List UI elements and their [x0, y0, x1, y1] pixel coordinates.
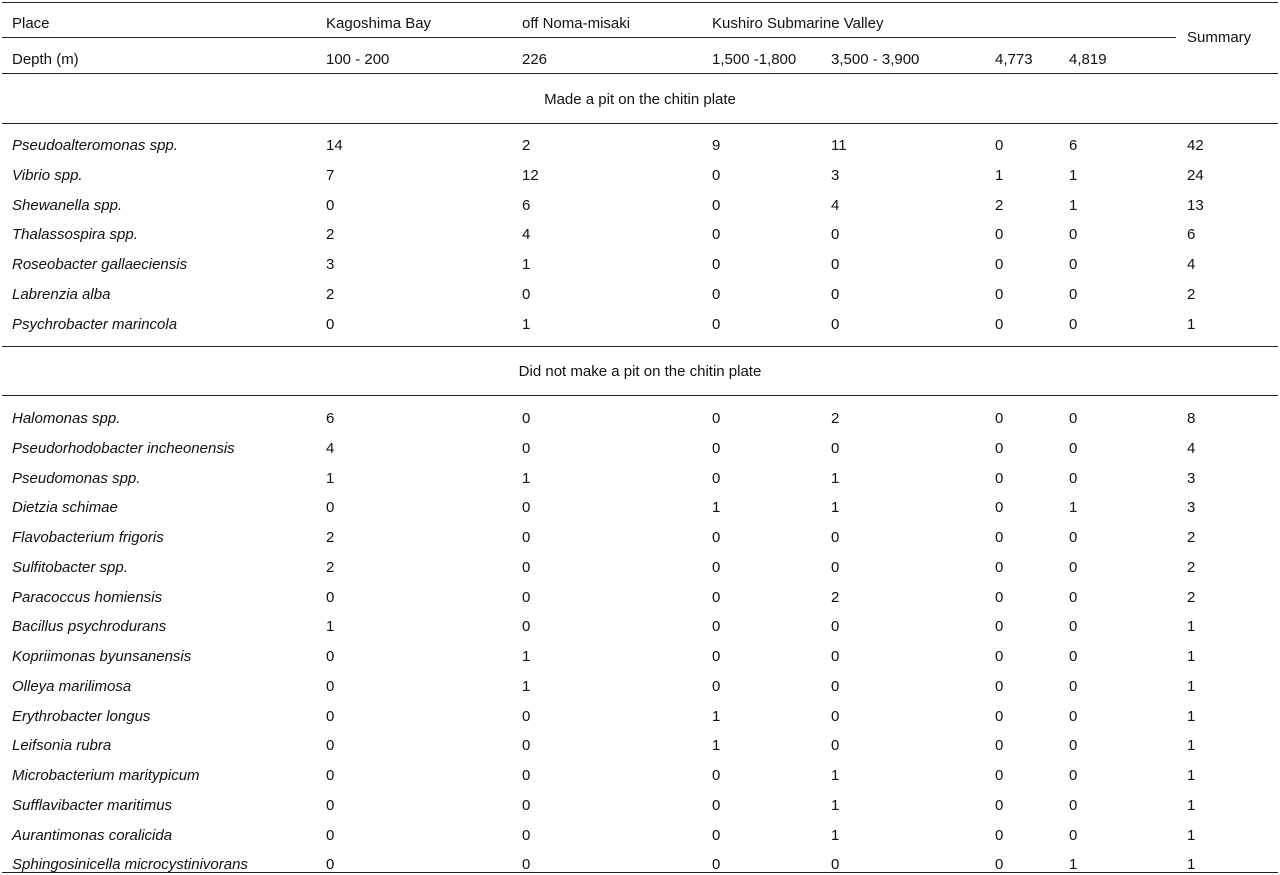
kagoshima-count: 0 — [326, 648, 335, 665]
kushiro-3500-count: 0 — [831, 256, 840, 273]
kushiro-4819-count: 0 — [1069, 559, 1078, 576]
species-name: Dietzia schimae — [12, 499, 118, 516]
kagoshima-count: 1 — [326, 618, 335, 635]
kushiro-4819-count: 1 — [1069, 197, 1078, 214]
kushiro-1500-count: 0 — [712, 256, 721, 273]
kushiro-1500-count: 0 — [712, 618, 721, 635]
summary-count: 1 — [1187, 797, 1196, 814]
noma-count: 12 — [522, 167, 539, 184]
kushiro-1500-count: 0 — [712, 648, 721, 665]
kushiro-1500-count: 1 — [712, 499, 721, 516]
noma-count: 0 — [522, 410, 531, 427]
kagoshima-count: 0 — [326, 589, 335, 606]
kushiro-4773-count: 0 — [995, 529, 1004, 546]
species-name: Sphingosinicella microcystinivorans — [12, 856, 248, 873]
kushiro-4819-count: 0 — [1069, 827, 1078, 844]
kushiro-3500-count: 2 — [831, 410, 840, 427]
kushiro-4819-count: 1 — [1069, 499, 1078, 516]
summary-count: 1 — [1187, 618, 1196, 635]
noma-count: 0 — [522, 767, 531, 784]
kushiro-4819-count: 0 — [1069, 256, 1078, 273]
kushiro-1500-count: 9 — [712, 137, 721, 154]
header-bottom-rule — [2, 73, 1278, 74]
species-name: Roseobacter gallaeciensis — [12, 256, 188, 273]
kagoshima-count: 6 — [326, 410, 335, 427]
kushiro-3500-count: 0 — [831, 678, 840, 695]
depth-kagoshima: 100 - 200 — [326, 51, 390, 68]
kagoshima-count: 0 — [326, 827, 335, 844]
kushiro-1500-count: 0 — [712, 559, 721, 576]
kagoshima-count: 0 — [326, 797, 335, 814]
species-name: Aurantimonas coralicida — [12, 827, 173, 844]
species-name: Pseudomonas spp. — [12, 470, 141, 487]
kushiro-4819-count: 0 — [1069, 226, 1078, 243]
kushiro-4773-count: 0 — [995, 499, 1004, 516]
summary-count: 1 — [1187, 648, 1196, 665]
kagoshima-count: 2 — [326, 286, 335, 303]
kushiro-1500-count: 0 — [712, 678, 721, 695]
kagoshima-count: 2 — [326, 226, 335, 243]
species-name: Bacillus psychrodurans — [12, 618, 167, 635]
summary-count: 1 — [1187, 737, 1196, 754]
kagoshima-count: 14 — [326, 137, 343, 154]
kagoshima-count: 0 — [326, 316, 335, 333]
section-rule — [2, 395, 1278, 396]
kushiro-1500-count: 0 — [712, 767, 721, 784]
place-off-noma-misaki: off Noma-misaki — [522, 15, 631, 32]
summary-count: 13 — [1187, 197, 1204, 214]
depth-kushiro-3: 4,773 — [995, 51, 1033, 68]
depth-kushiro-1: 1,500 -1,800 — [712, 51, 797, 68]
kagoshima-count: 0 — [326, 197, 335, 214]
kushiro-4819-count: 0 — [1069, 589, 1078, 606]
kushiro-4773-count: 0 — [995, 678, 1004, 695]
kushiro-4773-count: 0 — [995, 559, 1004, 576]
kushiro-3500-count: 0 — [831, 648, 840, 665]
species-name: Pseudoalteromonas spp. — [12, 137, 178, 154]
kushiro-3500-count: 1 — [831, 470, 840, 487]
summary-count: 1 — [1187, 856, 1196, 873]
kushiro-3500-count: 11 — [831, 137, 847, 154]
noma-count: 0 — [522, 737, 531, 754]
kushiro-3500-count: 0 — [831, 440, 840, 457]
noma-count: 0 — [522, 618, 531, 635]
place-kagoshima-bay: Kagoshima Bay — [326, 15, 432, 32]
kushiro-4773-count: 0 — [995, 648, 1004, 665]
kushiro-3500-count: 0 — [831, 737, 840, 754]
kagoshima-count: 0 — [326, 856, 335, 873]
species-name: Psychrobacter marincola — [12, 316, 178, 333]
summary-label: Summary — [1187, 29, 1252, 46]
kushiro-4819-count: 0 — [1069, 797, 1078, 814]
kushiro-4773-count: 0 — [995, 797, 1004, 814]
kushiro-1500-count: 0 — [712, 797, 721, 814]
noma-count: 1 — [522, 648, 531, 665]
kagoshima-count: 0 — [326, 708, 335, 725]
kagoshima-count: 7 — [326, 167, 335, 184]
kushiro-4819-count: 0 — [1069, 737, 1078, 754]
noma-count: 1 — [522, 316, 531, 333]
kushiro-4819-count: 0 — [1069, 708, 1078, 725]
kushiro-4819-count: 0 — [1069, 767, 1078, 784]
kushiro-3500-count: 0 — [831, 529, 840, 546]
species-name: Thalassospira spp. — [12, 226, 138, 243]
kushiro-4819-count: 0 — [1069, 286, 1078, 303]
species-name: Pseudorhodobacter incheonensis — [12, 440, 235, 457]
kushiro-3500-count: 0 — [831, 856, 840, 873]
kagoshima-count: 4 — [326, 440, 335, 457]
noma-count: 0 — [522, 529, 531, 546]
species-name: Sulfitobacter spp. — [12, 559, 128, 576]
species-name: Vibrio spp. — [12, 167, 83, 184]
kushiro-4819-count: 0 — [1069, 529, 1078, 546]
kushiro-3500-count: 2 — [831, 589, 840, 606]
section-title: Did not make a pit on the chitin plate — [518, 363, 762, 380]
kushiro-1500-count: 0 — [712, 856, 721, 873]
kushiro-1500-count: 1 — [712, 708, 721, 725]
kushiro-4819-count: 1 — [1069, 856, 1078, 873]
kushiro-3500-count: 3 — [831, 167, 840, 184]
kushiro-1500-count: 0 — [712, 529, 721, 546]
noma-count: 1 — [522, 470, 531, 487]
section-title: Made a pit on the chitin plate — [544, 91, 736, 108]
kagoshima-count: 1 — [326, 470, 335, 487]
kushiro-4773-count: 0 — [995, 226, 1004, 243]
species-name: Labrenzia alba — [12, 286, 111, 303]
kushiro-1500-count: 0 — [712, 589, 721, 606]
species-name: Erythrobacter longus — [12, 708, 151, 725]
table-top-rule — [2, 2, 1278, 3]
kushiro-4819-count: 0 — [1069, 618, 1078, 635]
table-bottom-rule — [2, 872, 1278, 873]
summary-count: 1 — [1187, 316, 1196, 333]
depth-noma: 226 — [522, 51, 548, 68]
depth-kushiro-2: 3,500 - 3,900 — [831, 51, 920, 68]
noma-count: 0 — [522, 827, 531, 844]
kushiro-4819-count: 1 — [1069, 167, 1078, 184]
kushiro-4773-count: 0 — [995, 410, 1004, 427]
kushiro-4773-count: 0 — [995, 286, 1004, 303]
kushiro-4773-count: 0 — [995, 137, 1004, 154]
kushiro-1500-count: 0 — [712, 167, 721, 184]
kushiro-4819-count: 0 — [1069, 470, 1078, 487]
section-rule — [2, 346, 1278, 347]
species-name: Leifsonia rubra — [12, 737, 112, 754]
kushiro-4773-count: 0 — [995, 767, 1004, 784]
kushiro-1500-count: 1 — [712, 737, 721, 754]
depth-label: Depth (m) — [12, 51, 79, 68]
species-name: Shewanella spp. — [12, 197, 123, 214]
kagoshima-count: 0 — [326, 499, 335, 516]
noma-count: 4 — [522, 226, 531, 243]
noma-count: 1 — [522, 678, 531, 695]
summary-count: 1 — [1187, 708, 1196, 725]
kushiro-4773-count: 0 — [995, 470, 1004, 487]
summary-count: 1 — [1187, 767, 1196, 784]
species-name: Paracoccus homiensis — [12, 589, 163, 606]
noma-count: 2 — [522, 137, 531, 154]
kushiro-4773-count: 0 — [995, 827, 1004, 844]
kushiro-4773-count: 1 — [995, 167, 1004, 184]
kushiro-3500-count: 0 — [831, 708, 840, 725]
kushiro-4773-count: 0 — [995, 256, 1004, 273]
species-name: Halomonas spp. — [12, 410, 121, 427]
summary-count: 3 — [1187, 470, 1196, 487]
kushiro-1500-count: 0 — [712, 827, 721, 844]
kushiro-4819-count: 0 — [1069, 678, 1078, 695]
place-kushiro-submarine-valley: Kushiro Submarine Valley — [712, 15, 884, 32]
kushiro-1500-count: 0 — [712, 197, 721, 214]
noma-count: 1 — [522, 256, 531, 273]
kushiro-4773-count: 0 — [995, 618, 1004, 635]
noma-count: 0 — [522, 589, 531, 606]
kushiro-4773-count: 0 — [995, 708, 1004, 725]
kagoshima-count: 2 — [326, 529, 335, 546]
kagoshima-count: 2 — [326, 559, 335, 576]
summary-count: 3 — [1187, 499, 1196, 516]
kushiro-4819-count: 0 — [1069, 440, 1078, 457]
noma-count: 0 — [522, 797, 531, 814]
kushiro-3500-count: 1 — [831, 767, 840, 784]
kushiro-3500-count: 0 — [831, 316, 840, 333]
kushiro-4773-count: 0 — [995, 737, 1004, 754]
noma-count: 0 — [522, 286, 531, 303]
kushiro-3500-count: 1 — [831, 797, 840, 814]
kushiro-4773-count: 2 — [995, 197, 1004, 214]
noma-count: 0 — [522, 856, 531, 873]
summary-count: 4 — [1187, 440, 1196, 457]
kushiro-1500-count: 0 — [712, 410, 721, 427]
summary-count: 24 — [1187, 167, 1204, 184]
summary-count: 1 — [1187, 827, 1196, 844]
place-label: Place — [12, 15, 50, 32]
noma-count: 0 — [522, 559, 531, 576]
kushiro-1500-count: 0 — [712, 286, 721, 303]
summary-count: 2 — [1187, 529, 1196, 546]
kushiro-4819-count: 0 — [1069, 410, 1078, 427]
kushiro-3500-count: 4 — [831, 197, 840, 214]
summary-count: 42 — [1187, 137, 1204, 154]
noma-count: 0 — [522, 708, 531, 725]
kushiro-3500-count: 0 — [831, 286, 840, 303]
species-name: Flavobacterium frigoris — [12, 529, 164, 546]
section-rule — [2, 123, 1278, 124]
kushiro-4773-count: 0 — [995, 856, 1004, 873]
species-name: Kopriimonas byunsanensis — [12, 648, 192, 665]
kushiro-1500-count: 0 — [712, 470, 721, 487]
kagoshima-count: 3 — [326, 256, 335, 273]
summary-count: 4 — [1187, 256, 1196, 273]
kushiro-4773-count: 0 — [995, 589, 1004, 606]
kushiro-3500-count: 0 — [831, 226, 840, 243]
kagoshima-count: 0 — [326, 678, 335, 695]
noma-count: 0 — [522, 499, 531, 516]
summary-count: 2 — [1187, 589, 1196, 606]
noma-count: 0 — [522, 440, 531, 457]
summary-count: 2 — [1187, 559, 1196, 576]
kushiro-3500-count: 1 — [831, 499, 840, 516]
kagoshima-count: 0 — [326, 737, 335, 754]
kushiro-3500-count: 1 — [831, 827, 840, 844]
summary-count: 2 — [1187, 286, 1196, 303]
species-name: Olleya marilimosa — [12, 678, 132, 695]
kushiro-4819-count: 0 — [1069, 316, 1078, 333]
kushiro-1500-count: 0 — [712, 440, 721, 457]
species-name: Microbacterium maritypicum — [12, 767, 200, 784]
species-name: Sufflavibacter maritimus — [12, 797, 173, 814]
kushiro-1500-count: 0 — [712, 316, 721, 333]
kagoshima-count: 0 — [326, 767, 335, 784]
summary-count: 1 — [1187, 678, 1196, 695]
kushiro-4773-count: 0 — [995, 316, 1004, 333]
header-mid-rule — [2, 37, 1176, 38]
summary-count: 6 — [1187, 226, 1196, 243]
kushiro-3500-count: 0 — [831, 618, 840, 635]
kushiro-3500-count: 0 — [831, 559, 840, 576]
noma-count: 6 — [522, 197, 531, 214]
kushiro-4819-count: 0 — [1069, 648, 1078, 665]
summary-count: 8 — [1187, 410, 1196, 427]
kushiro-1500-count: 0 — [712, 226, 721, 243]
kushiro-4819-count: 6 — [1069, 137, 1078, 154]
kushiro-4773-count: 0 — [995, 440, 1004, 457]
depth-kushiro-4: 4,819 — [1069, 51, 1107, 68]
